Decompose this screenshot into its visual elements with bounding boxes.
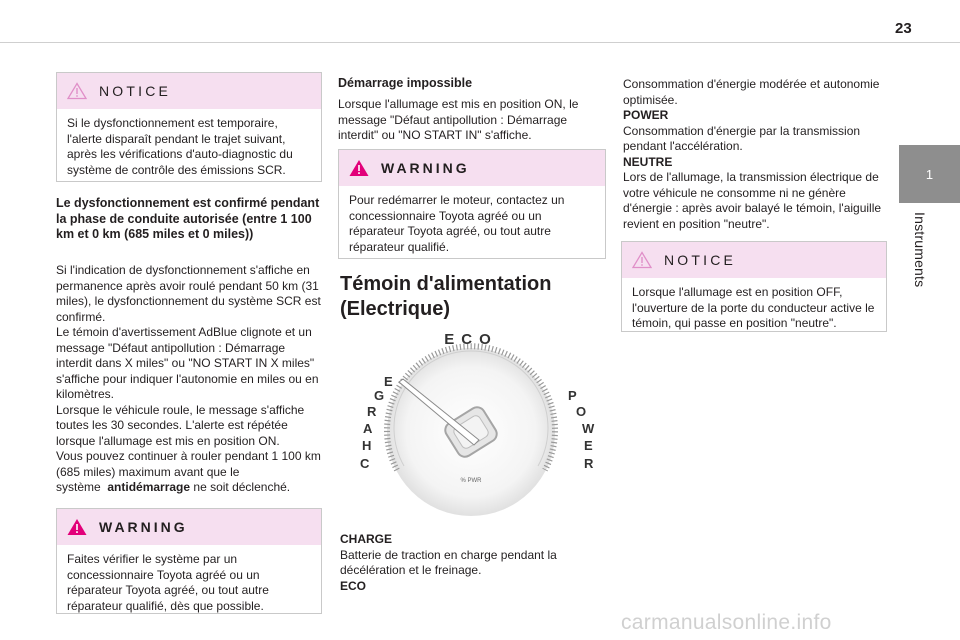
gauge-power-label — [568, 388, 595, 471]
svg-text:W: W — [582, 421, 595, 436]
section-subheading: Le dysfonctionnement est confirmé pendant la phase de conduite autorisée (entre 1 100 km et 0 km (685 miles et 0 miles)) — [56, 196, 320, 241]
svg-text:G: G — [374, 388, 385, 403]
page-number: 23 — [895, 20, 912, 37]
gauge-eco-label: ECO — [444, 331, 498, 348]
footer-watermark: carmanualsonline.info — [621, 611, 832, 634]
para-line: Vous pouvez continuer à rouler pendant 1 100 km (685 miles) maximum avant que le système — [56, 449, 321, 494]
notice-triangle-icon — [632, 251, 652, 269]
notice-body: Lorsque l'allumage est en position OFF, l'ouverture de la porte du conducteur active le témoin, qui passe en position "neutre". — [632, 285, 875, 330]
para-line: Lorsque le véhicule roule, le message s'affiche toutes les 30 secondes. L'alerte est répétée lorsque l'allumage est mis en position ON. — [56, 402, 305, 448]
notice-title: NOTICE — [99, 83, 172, 99]
warning-title: WARNING — [381, 160, 470, 176]
svg-text:E: E — [584, 438, 593, 453]
svg-text:P: P — [568, 388, 577, 403]
gauge-pwr-label: % PWR — [460, 478, 482, 484]
chapter-number: 1 — [925, 166, 934, 182]
svg-text:H: H — [362, 438, 372, 453]
term-neutral: NEUTRE — [623, 154, 673, 169]
notice-title: NOTICE — [664, 252, 737, 268]
warning-body: Pour redémarrer le moteur, contactez un concessionnaire Toyota agréé ou un réparateur Toyota agréé, ou tout autre réparateur qualifié. — [349, 193, 565, 254]
header-divider — [0, 42, 960, 43]
gauge-legend-cont — [623, 77, 887, 232]
warning-triangle-icon — [349, 159, 369, 177]
chapter-tab[interactable] — [899, 145, 960, 203]
warning-triangle-icon — [67, 518, 87, 536]
notice-box — [56, 72, 322, 182]
svg-text:R: R — [367, 404, 377, 419]
para-line-final — [56, 449, 322, 496]
term-charge: CHARGE — [340, 532, 393, 546]
notice-header — [622, 242, 886, 278]
svg-text:C: C — [360, 456, 370, 471]
body-paragraph — [56, 263, 322, 496]
gauge-legend — [340, 532, 608, 594]
subheading-start-impossible: Démarrage impossible — [338, 76, 473, 90]
term-eco-desc: Consommation d'énergie modérée et autonomie optimisée. — [623, 77, 880, 107]
svg-text:A: A — [363, 421, 373, 436]
para-tail: ne soit déclenché. — [190, 480, 291, 494]
chapter-label: Instruments — [912, 212, 928, 288]
notice-box — [621, 241, 887, 332]
para-line: Si l'indication de dysfonctionnement s'affiche en permanence après avoir roulé pendant 50 km (31 miles), le dysfonctionnement du système SCR est confirmé. — [56, 263, 321, 324]
svg-text:R: R — [584, 456, 594, 471]
bold-term: antidémarrage — [107, 480, 191, 494]
svg-text:E: E — [384, 374, 393, 389]
term-eco: ECO — [340, 578, 367, 593]
warning-box — [56, 508, 322, 614]
notice-body: Si le dysfonctionnement est temporaire, l'alerte disparaît pendant le trajet suivant, après les vérifications d'auto-diagnostic du système de contrôle des émissions SCR. — [67, 116, 293, 177]
warning-box — [338, 149, 606, 259]
warning-body: Faites vérifier le système par un concessionnaire Toyota agréé ou un réparateur Toyota agréé, ou tout autre réparateur qualifié, dès que possible. — [67, 552, 269, 613]
term-neutral-desc: Lors de l'allumage, la transmission électrique de votre véhicule ne consomme ni ne génère d'énergie : après avoir balayé le témoin, l'aiguille revient en position "neutre". — [623, 170, 882, 231]
section-title: Témoin d'alimentation (Electrique) — [340, 273, 552, 320]
term-charge-desc: Batterie de traction en charge pendant la décélération et le freinage. — [340, 547, 557, 577]
notice-triangle-icon — [67, 82, 87, 100]
warning-title: WARNING — [99, 519, 188, 535]
notice-header — [57, 73, 321, 109]
term-power: POWER — [623, 108, 669, 122]
power-gauge-illustration — [340, 320, 602, 520]
term-power-desc: Consommation d'énergie par la transmission pendant l'accélération. — [623, 123, 861, 153]
svg-text:O: O — [576, 404, 587, 419]
warning-header — [339, 150, 605, 186]
warning-header — [57, 509, 321, 545]
para-line: Le témoin d'avertissement AdBlue clignote et un message "Défaut antipollution : Démarrage interdit dans X miles" ou "NO START IN X miles" s'affiche pour indiquer l'autonomie en miles ou en kilomètres. — [56, 325, 319, 401]
body-paragraph: Lorsque l'allumage est mis en position ON, le message "Défaut antipollution : Démarrage interdit" ou "NO START IN" s'affiche. — [338, 97, 579, 142]
